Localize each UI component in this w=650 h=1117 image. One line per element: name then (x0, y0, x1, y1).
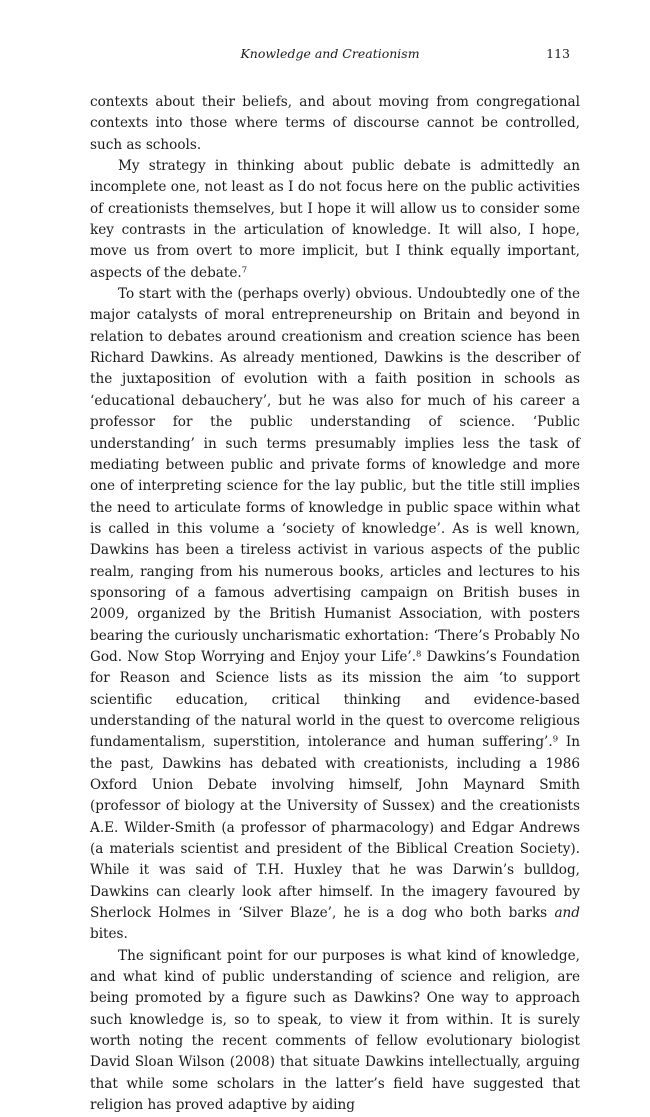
text-segment: To start with the (perhaps overly) obvious. Undoubtedly one of the major catalysts of moral entrepreneurship on Britain and beyond in relation to debates around creationism and creation science has been Richard Dawkins. As already mentioned, Dawkins is the describer of the juxtaposition of evolution with a faith position in schools as ‘educational debauchery’, but he was also for much of his career a professor for the public understanding of science. ‘Public understanding’ in such terms presumably implies less the task of mediating between public and private forms of knowledge and more one of interpreting science for the lay public, but the title still implies the need to articulate forms of knowledge in public space within what is called in this volume a ‘society of knowledge’. As is well known, Dawkins has been a tireless activist in various aspects of the public realm, ranging from his numerous books, articles and lectures to his sponsoring of a famous advertising campaign on British buses in 2009, organized by the British Humanist Association, with posters bearing the curiously uncharismatic exhortation: ‘There’s Probably No God. Now Stop Worrying and Enjoy your Life’. (90, 286, 580, 665)
footnote-marker: 8 (416, 648, 422, 659)
body-text (90, 92, 580, 1117)
page-number: 113 (546, 46, 570, 61)
footnote-marker: 7 (241, 264, 248, 275)
text-segment: In the past, Dawkins has debated with creationists, including a 1986 Oxford Union Debate involving himself, John Maynard Smith (professor of biology at the University of Sussex) and the creationists A.E. Wilder-Smith (a professor of pharmacology) and Edgar Andrews (a materials scientist and president of the Biblical Creation Society). While it was said of T.H. Huxley that he was Darwin’s bulldog, Dawkins can clearly look after himself. In the imagery favoured by Sherlock Holmes in ‘Silver Blaze’, he is a dog who both barks (90, 734, 580, 922)
paragraph-p3 (90, 284, 580, 946)
text-segment: Dawkins’s Foundation for Reason and Science lists as its mission the aim ‘to support scientific education, critical thinking and evidence-based understanding of the natural world in the quest to overcome religious fundamentalism, superstition, intolerance and human suffering’. (90, 648, 580, 751)
text-segment: My strategy in thinking about public debate is admittedly an incomplete one, not least as I do not focus here on the public activities of creationists themselves, but I hope it will allow us to consider some key contrasts in the articulation of knowledge. It will also, I hope, move us from overt to more implicit, but I think equally important, aspects of the debate. (90, 158, 580, 281)
text-segment: contexts about their beliefs, and about moving from congregational contexts into those where terms of discourse cannot be controlled, such as schools. (90, 94, 580, 153)
emphasis-text: and (554, 905, 580, 922)
paragraph-p4 (90, 946, 580, 1117)
paragraph-p1 (90, 92, 580, 156)
text-segment: bites. (90, 926, 128, 943)
footnote-marker: 9 (552, 733, 559, 744)
running-head-title: Knowledge and Creationism (240, 46, 420, 61)
running-head (90, 46, 570, 66)
text-segment: The significant point for our purposes is what kind of knowledge, and what kind of public understanding of science and religion, are being promoted by a figure such as Dawkins? One way to approach such knowledge is, so to speak, to view it from within. It is surely worth noting the recent comments of fellow evolutionary biologist David Sloan Wilson (2008) that situate Dawkins intellectually, arguing that while some scholars in the latter’s field have suggested that religion has proved adaptive by aiding (90, 947, 580, 1114)
paragraph-p2 (90, 156, 580, 284)
